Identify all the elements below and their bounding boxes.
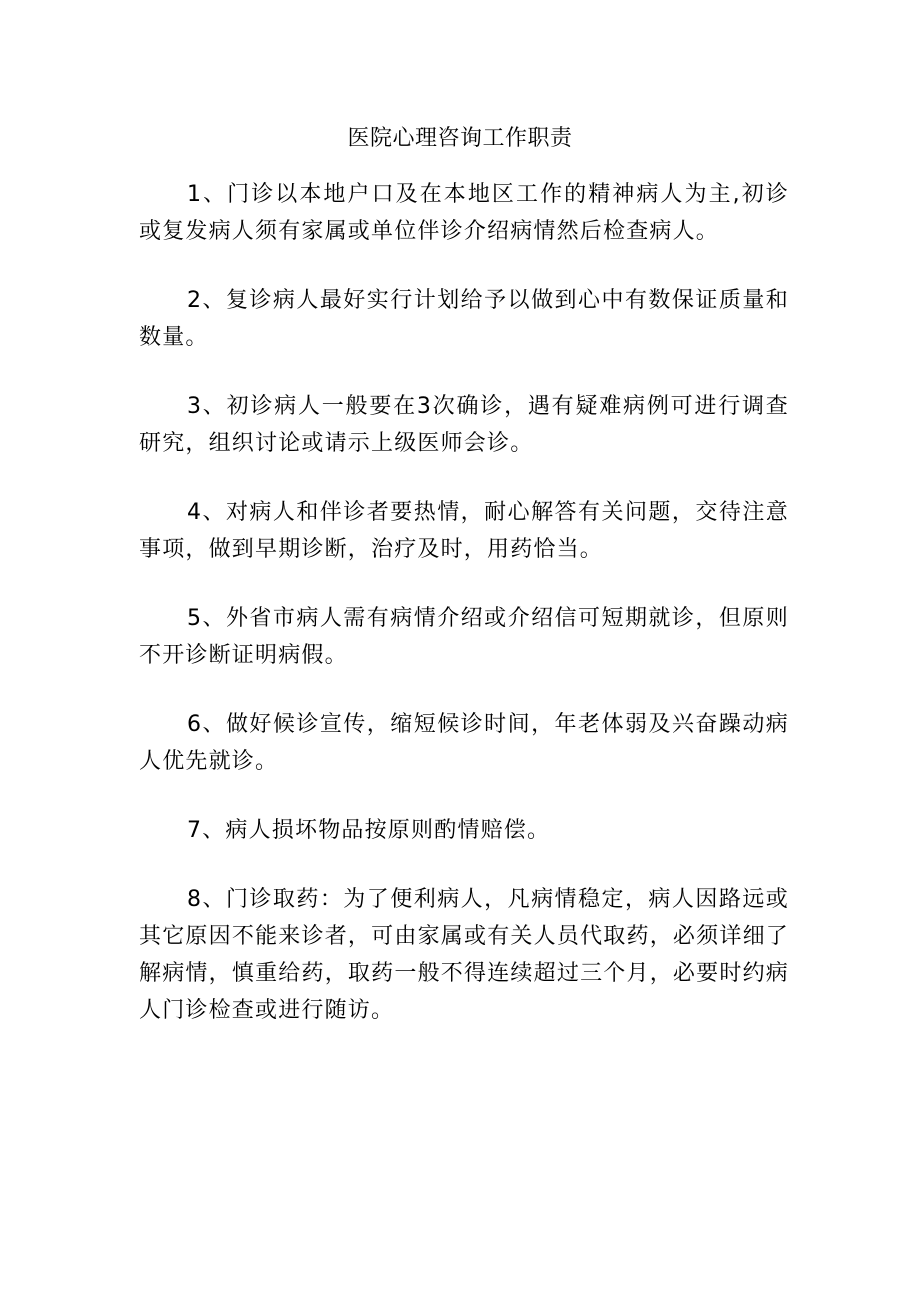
paragraph-1: 1、门诊以本地户口及在本地区工作的精神病人为主,初诊或复发病人须有家属或单位伴诊介绍病情然后检查病人。 bbox=[139, 182, 789, 244]
paragraph-5: 5、外省市病人需有病情介绍或介绍信可短期就诊，但原则不开诊断证明病假。 bbox=[139, 606, 789, 668]
paragraph-7: 7、病人损坏物品按原则酌情赔偿。 bbox=[187, 818, 551, 843]
paragraph-3: 3、初诊病人一般要在3次确诊，遇有疑难病例可进行调查研究，组织讨论或请示上级医师会诊。 bbox=[139, 394, 789, 456]
document-title: 医院心理咨询工作职责 bbox=[347, 126, 573, 151]
paragraph-6: 6、做好候诊宣传，缩短候诊时间，年老体弱及兴奋躁动病人优先就诊。 bbox=[139, 712, 789, 774]
document-body bbox=[139, 176, 789, 1061]
paragraph-4: 4、对病人和伴诊者要热情，耐心解答有关问题，交待注意事项，做到早期诊断，治疗及时，用药恰当。 bbox=[139, 500, 789, 562]
paragraph-2: 2、复诊病人最好实行计划给予以做到心中有数保证质量和数量。 bbox=[139, 288, 789, 350]
paragraph-8: 8、门诊取药：为了便利病人，凡病情稳定，病人因路远或其它原因不能来诊者，可由家属或有关人员代取药，必须详细了解病情，慎重给药，取药一般不得连续超过三个月，必要时约病人门诊检查或进行随访。 bbox=[139, 887, 789, 1023]
